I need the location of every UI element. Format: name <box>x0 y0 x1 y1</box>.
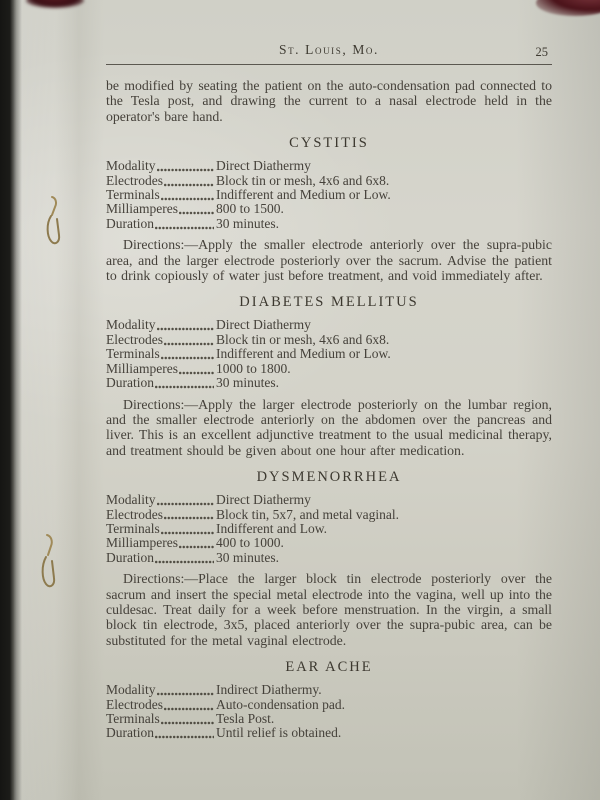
leader-dots <box>164 182 214 187</box>
leader-dots <box>157 326 215 331</box>
field-row <box>106 536 552 550</box>
field-value: Indifferent and Low. <box>216 520 327 536</box>
field-row <box>106 318 552 332</box>
leader-dots <box>164 341 214 346</box>
field-row <box>106 347 552 361</box>
field-value: 400 to 1000. <box>216 535 284 551</box>
intro-paragraph: be modified by seating the patient on the auto-condensation pad connected to the Tesla post, and drawing the current to a nasal electrode held in the operator's bare hand. <box>106 78 552 124</box>
running-title: St. Louis, Mo. <box>278 42 380 57</box>
leader-dots <box>157 691 215 696</box>
field-list <box>106 159 552 231</box>
field-value: 1000 to 1800. <box>216 360 291 376</box>
leader-dots <box>157 501 215 506</box>
field-label: Milliamperes <box>106 536 178 551</box>
field-value: Block tin or mesh, 4x6 and 6x8. <box>216 172 390 188</box>
field-label: Electrodes <box>106 173 163 188</box>
field-label: Electrodes <box>106 507 163 522</box>
field-value: Direct Diathermy <box>216 317 311 333</box>
field-value: 30 minutes. <box>216 549 279 565</box>
leader-dots <box>155 384 214 389</box>
field-row <box>106 202 552 216</box>
field-row <box>106 726 552 740</box>
treatment-section <box>106 293 552 458</box>
field-row <box>106 698 552 712</box>
field-label-wrap <box>106 536 216 550</box>
field-row <box>106 683 552 697</box>
leader-dots <box>155 225 214 230</box>
field-value: Tesla Post. <box>216 711 275 726</box>
field-list <box>106 493 552 565</box>
field-row <box>106 522 552 536</box>
field-label: Modality <box>106 159 156 174</box>
field-label: Electrodes <box>106 697 163 712</box>
directions-paragraph: Directions:—Place the larger block tin electrode posteriorly over the sacrum and insert the special metal electrode into the vagina, well up into the culdesac. Treat daily for a week before menstruation. In the virgin, a small block tin electrode, 3x5, placed anteriorly over the supra-pubic area, can be substituted for the metal vaginal electrode. <box>106 571 552 648</box>
field-label-wrap <box>106 508 216 522</box>
field-label-wrap <box>106 362 216 376</box>
field-label-wrap <box>106 347 216 361</box>
field-label-wrap <box>106 318 216 332</box>
section-heading: CYSTITIS <box>289 135 369 152</box>
field-value: Until relief is obtained. <box>216 725 342 741</box>
leader-dots <box>179 544 214 549</box>
section-heading: EAR ACHE <box>285 659 373 676</box>
field-value: Block tin or mesh, 4x6 and 6x8. <box>216 331 390 347</box>
field-label: Duration <box>106 376 154 391</box>
field-label: Modality <box>106 493 156 508</box>
field-row <box>106 174 552 188</box>
field-label-wrap <box>106 376 216 390</box>
leader-dots <box>161 355 214 360</box>
leader-dots <box>161 196 214 201</box>
leader-dots <box>161 530 214 535</box>
field-label-wrap <box>106 683 216 697</box>
field-label-wrap <box>106 698 216 712</box>
field-value: Indifferent and Medium or Low. <box>216 346 391 362</box>
field-value: Auto-condensation pad. <box>216 696 345 712</box>
header-rule <box>106 64 552 65</box>
leader-dots <box>164 515 214 520</box>
leader-dots <box>179 370 214 375</box>
field-label: Terminals <box>106 712 160 726</box>
field-label-wrap <box>106 188 216 202</box>
sections-container <box>106 134 552 741</box>
field-label-wrap <box>106 333 216 347</box>
field-label: Modality <box>106 683 156 698</box>
field-label: Terminals <box>106 188 160 203</box>
field-label: Modality <box>106 318 156 333</box>
field-value: Direct Diathermy <box>216 492 311 508</box>
field-label: Milliamperes <box>106 202 178 217</box>
section-heading: DIABETES MELLITUS <box>239 294 419 311</box>
field-label-wrap <box>106 174 216 188</box>
leader-dots <box>155 559 214 564</box>
field-value: Block tin, 5x7, and metal vaginal. <box>216 506 399 522</box>
leader-dots <box>179 210 214 215</box>
field-row <box>106 188 552 202</box>
field-row <box>106 362 552 376</box>
page-number: 25 <box>535 45 548 59</box>
field-label-wrap <box>106 159 216 173</box>
field-row <box>106 493 552 507</box>
field-list <box>106 318 552 390</box>
field-label: Duration <box>106 550 154 565</box>
directions-paragraph: Directions:—Apply the larger electrode posteriorly on the lumbar region, and the smaller electrode anteriorly on the abdomen over the pancreas and liver. This is an excellent adjunctive treatment to the usual medicinal therapy, and treatment should be given about one hour after medication. <box>106 396 552 458</box>
field-label-wrap <box>106 726 216 740</box>
field-row <box>106 712 552 726</box>
field-label-wrap <box>106 202 216 216</box>
field-value: 800 to 1500. <box>216 201 284 217</box>
field-label: Terminals <box>106 347 160 362</box>
leader-dots <box>161 720 214 725</box>
field-row <box>106 217 552 231</box>
field-label-wrap <box>106 493 216 507</box>
field-label-wrap <box>106 522 216 536</box>
field-list <box>106 683 552 741</box>
field-label: Milliamperes <box>106 361 178 376</box>
field-row <box>106 333 552 347</box>
field-row <box>106 551 552 565</box>
treatment-section <box>106 658 552 741</box>
field-value: Indirect Diathermy. <box>216 682 322 698</box>
field-label: Electrodes <box>106 332 163 347</box>
directions-paragraph: Directions:—Apply the smaller electrode anteriorly over the supra-pubic area, and the larger electrode posteriorly over the sacrum. Advise the patient to drink copiously of water just before treatment, and void immediately after. <box>106 237 552 284</box>
field-value: 30 minutes. <box>216 375 279 391</box>
field-row <box>106 508 552 522</box>
treatment-section <box>106 134 552 283</box>
leader-dots <box>164 706 214 711</box>
leader-dots <box>157 167 215 172</box>
field-label-wrap <box>106 551 216 565</box>
field-value: Direct Diathermy <box>216 158 311 174</box>
field-label-wrap <box>106 217 216 231</box>
field-label: Duration <box>106 726 154 741</box>
field-label: Duration <box>106 216 154 231</box>
leader-dots <box>155 734 214 739</box>
field-value: Indifferent and Medium or Low. <box>216 187 391 203</box>
field-label-wrap <box>106 712 216 726</box>
field-row <box>106 376 552 390</box>
field-label: Terminals <box>106 521 160 536</box>
treatment-section <box>106 468 552 648</box>
field-value: 30 minutes. <box>216 215 279 231</box>
running-head <box>106 42 552 61</box>
section-heading: DYSMENORRHEA <box>256 469 402 486</box>
field-row <box>106 159 552 173</box>
